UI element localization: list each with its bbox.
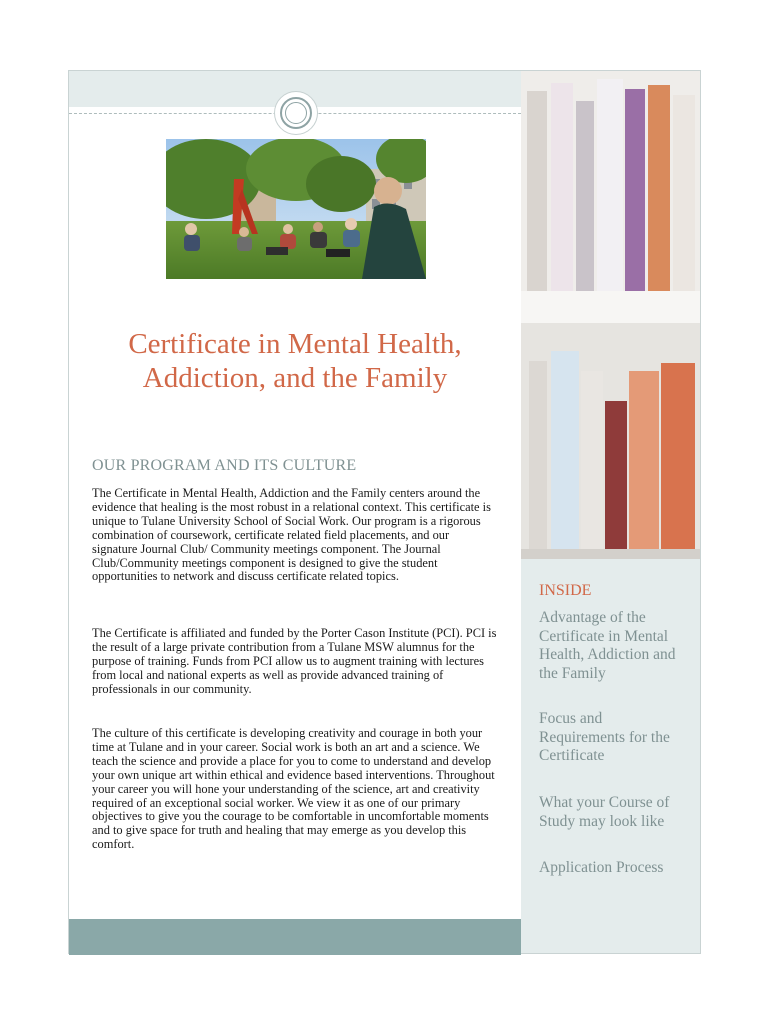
circle-emblem-icon — [274, 91, 318, 135]
toc-item-course-of-study: What your Course of Study may look like — [539, 794, 670, 830]
bookshelf-photo — [521, 71, 700, 559]
footer-band — [69, 919, 521, 955]
title-line-1: Certificate in Mental Health, — [128, 328, 462, 360]
program-paragraph: The Certificate in Mental Health, Addiction and the Family centers around the evidence that healing is the most robust in a relational context. This certificate is unique to Tulane University School of Social Work. Our program is a rigorous combination of coursework, certificate related field placements, and our signature Journal Club/ Community meetings component. The Journal Club/Community meetings component is designed to give the student opportunities to network and discuss certificate related topics. — [92, 486, 491, 584]
main-column — [69, 71, 521, 955]
inside-sidebar — [521, 71, 700, 953]
toc-item-application-process: Application Process — [539, 859, 664, 876]
campus-students-photo — [166, 139, 426, 279]
toc-item-focus-requirements: Focus and Requirements for the Certificate — [539, 710, 670, 764]
section-heading: OUR PROGRAM AND ITS CULTURE — [92, 457, 357, 474]
inside-heading: INSIDE — [539, 582, 592, 599]
title-line-2: Addiction, and the Family — [142, 362, 448, 394]
brochure-page — [68, 70, 701, 954]
certificate-title — [89, 327, 501, 395]
culture-paragraph: The culture of this certificate is developing creativity and courage in both your time at Tulane and in your career. Social work is both an art and a science. We teach the science and provide a place for you to come to understand and develop your own unique art within ethical and evidence based interventions. Throughout your career you will hone your understanding of the science, art and creativity required of an exceptional social worker. We view it as one of our primary objectives to give you the courage to be comfortable in uncomfortable moments and to give space for truth and healing that may emerge as you develop this comfort. — [92, 726, 495, 852]
toc-item-advantage: Advantage of the Certificate in Mental Health, Addiction and the Family — [539, 609, 676, 682]
funding-paragraph: The Certificate is affiliated and funded by the Porter Cason Institute (PCI). PCI is the result of a large private contribution from a Tulane MSW alumnus for the purpose of training. Funds from PCI allow us to augment training with lectures from local and national experts as well as provide advanced training of professionals in our community. — [92, 626, 497, 696]
